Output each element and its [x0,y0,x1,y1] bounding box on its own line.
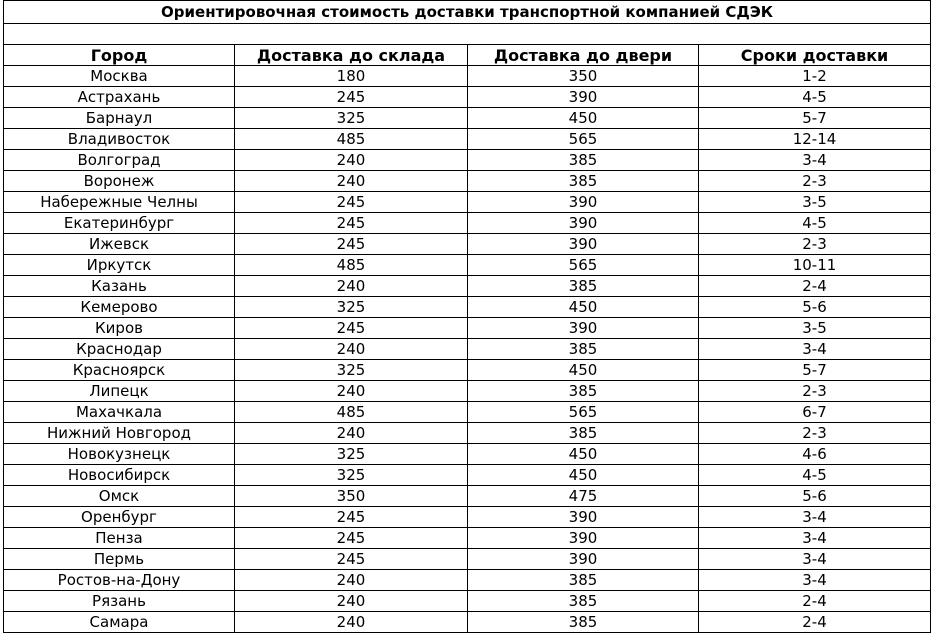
table-row [4,234,931,255]
warehouse-price-cell: 485 [235,129,468,150]
door-price-cell: 385 [468,339,699,360]
city-cell: Липецк [4,381,235,402]
door-price-cell: 390 [468,213,699,234]
delivery-term-cell: 4-5 [699,87,931,108]
delivery-term-cell: 3-4 [699,570,931,591]
warehouse-price-cell: 350 [235,486,468,507]
door-price-cell: 385 [468,171,699,192]
door-price-cell: 475 [468,486,699,507]
title-row [4,1,931,24]
delivery-term-cell: 3-5 [699,192,931,213]
table-row [4,423,931,444]
city-cell: Кемерово [4,297,235,318]
delivery-term-cell: 1-2 [699,66,931,87]
table-row [4,108,931,129]
table-row [4,192,931,213]
table-row [4,297,931,318]
delivery-term-cell: 2-3 [699,381,931,402]
delivery-term-cell: 5-6 [699,297,931,318]
door-price-cell: 385 [468,150,699,171]
delivery-term-cell: 4-6 [699,444,931,465]
delivery-term-cell: 2-4 [699,612,931,633]
city-cell: Екатеринбург [4,213,235,234]
warehouse-price-cell: 245 [235,507,468,528]
door-price-cell: 450 [468,297,699,318]
warehouse-price-cell: 240 [235,150,468,171]
column-header-city: Город [4,45,235,66]
warehouse-price-cell: 325 [235,465,468,486]
door-price-cell: 385 [468,423,699,444]
door-price-cell: 390 [468,318,699,339]
table-row [4,465,931,486]
city-cell: Новокузнецк [4,444,235,465]
warehouse-price-cell: 240 [235,423,468,444]
table-row [4,171,931,192]
door-price-cell: 390 [468,528,699,549]
door-price-cell: 450 [468,108,699,129]
table-row [4,213,931,234]
city-cell: Набережные Челны [4,192,235,213]
city-cell: Рязань [4,591,235,612]
door-price-cell: 390 [468,234,699,255]
delivery-term-cell: 5-6 [699,486,931,507]
table-row [4,150,931,171]
door-price-cell: 565 [468,129,699,150]
warehouse-price-cell: 240 [235,171,468,192]
column-header-warehouse: Доставка до склада [235,45,468,66]
table-row [4,339,931,360]
city-cell: Пенза [4,528,235,549]
city-cell: Пермь [4,549,235,570]
door-price-cell: 565 [468,255,699,276]
table-row [4,87,931,108]
city-cell: Киров [4,318,235,339]
city-cell: Новосибирск [4,465,235,486]
header-row [4,45,931,66]
warehouse-price-cell: 325 [235,360,468,381]
city-cell: Барнаул [4,108,235,129]
door-price-cell: 385 [468,381,699,402]
delivery-term-cell: 3-5 [699,318,931,339]
table-row [4,318,931,339]
city-cell: Оренбург [4,507,235,528]
door-price-cell: 390 [468,549,699,570]
warehouse-price-cell: 240 [235,276,468,297]
delivery-term-cell: 3-4 [699,507,931,528]
city-cell: Махачкала [4,402,235,423]
door-price-cell: 385 [468,570,699,591]
table-body [4,1,931,633]
city-cell: Волгоград [4,150,235,171]
city-cell: Астрахань [4,87,235,108]
warehouse-price-cell: 240 [235,339,468,360]
table-row [4,444,931,465]
delivery-term-cell: 2-4 [699,591,931,612]
city-cell: Ростов-на-Дону [4,570,235,591]
delivery-term-cell: 2-4 [699,276,931,297]
delivery-term-cell: 10-11 [699,255,931,276]
warehouse-price-cell: 485 [235,255,468,276]
table-row [4,129,931,150]
warehouse-price-cell: 245 [235,192,468,213]
city-cell: Краснодар [4,339,235,360]
column-header-door: Доставка до двери [468,45,699,66]
door-price-cell: 390 [468,507,699,528]
delivery-cost-table [3,0,931,633]
warehouse-price-cell: 240 [235,591,468,612]
table-row [4,276,931,297]
warehouse-price-cell: 325 [235,444,468,465]
door-price-cell: 390 [468,87,699,108]
door-price-cell: 450 [468,444,699,465]
table-row [4,486,931,507]
delivery-term-cell: 4-5 [699,465,931,486]
table-row [4,570,931,591]
delivery-term-cell: 12-14 [699,129,931,150]
warehouse-price-cell: 325 [235,108,468,129]
table-title: Ориентировочная стоимость доставки транспортной компанией СДЭК [4,1,931,24]
table-row [4,612,931,633]
delivery-term-cell: 5-7 [699,360,931,381]
table-row [4,402,931,423]
city-cell: Самара [4,612,235,633]
delivery-term-cell: 5-7 [699,108,931,129]
warehouse-price-cell: 240 [235,570,468,591]
delivery-term-cell: 2-3 [699,423,931,444]
delivery-term-cell: 2-3 [699,171,931,192]
delivery-term-cell: 3-4 [699,339,931,360]
blank-row [4,24,931,45]
door-price-cell: 350 [468,66,699,87]
table-row [4,66,931,87]
door-price-cell: 565 [468,402,699,423]
city-cell: Ижевск [4,234,235,255]
column-header-terms: Сроки доставки [699,45,931,66]
door-price-cell: 385 [468,612,699,633]
table-row [4,528,931,549]
table-row [4,549,931,570]
warehouse-price-cell: 240 [235,381,468,402]
city-cell: Иркутск [4,255,235,276]
warehouse-price-cell: 245 [235,318,468,339]
door-price-cell: 385 [468,276,699,297]
spreadsheet [3,0,930,633]
door-price-cell: 385 [468,591,699,612]
warehouse-price-cell: 245 [235,87,468,108]
delivery-term-cell: 3-4 [699,528,931,549]
delivery-term-cell: 2-3 [699,234,931,255]
city-cell: Красноярск [4,360,235,381]
warehouse-price-cell: 325 [235,297,468,318]
delivery-term-cell: 3-4 [699,549,931,570]
table-row [4,381,931,402]
blank-cell [4,24,931,45]
door-price-cell: 450 [468,360,699,381]
warehouse-price-cell: 245 [235,549,468,570]
warehouse-price-cell: 485 [235,402,468,423]
city-cell: Омск [4,486,235,507]
table-row [4,255,931,276]
table-row [4,507,931,528]
warehouse-price-cell: 245 [235,213,468,234]
table-row [4,591,931,612]
warehouse-price-cell: 245 [235,234,468,255]
warehouse-price-cell: 245 [235,528,468,549]
city-cell: Воронеж [4,171,235,192]
warehouse-price-cell: 180 [235,66,468,87]
city-cell: Владивосток [4,129,235,150]
door-price-cell: 450 [468,465,699,486]
city-cell: Казань [4,276,235,297]
delivery-term-cell: 3-4 [699,150,931,171]
city-cell: Нижний Новгород [4,423,235,444]
delivery-term-cell: 4-5 [699,213,931,234]
door-price-cell: 390 [468,192,699,213]
table-row [4,360,931,381]
warehouse-price-cell: 240 [235,612,468,633]
delivery-term-cell: 6-7 [699,402,931,423]
city-cell: Москва [4,66,235,87]
